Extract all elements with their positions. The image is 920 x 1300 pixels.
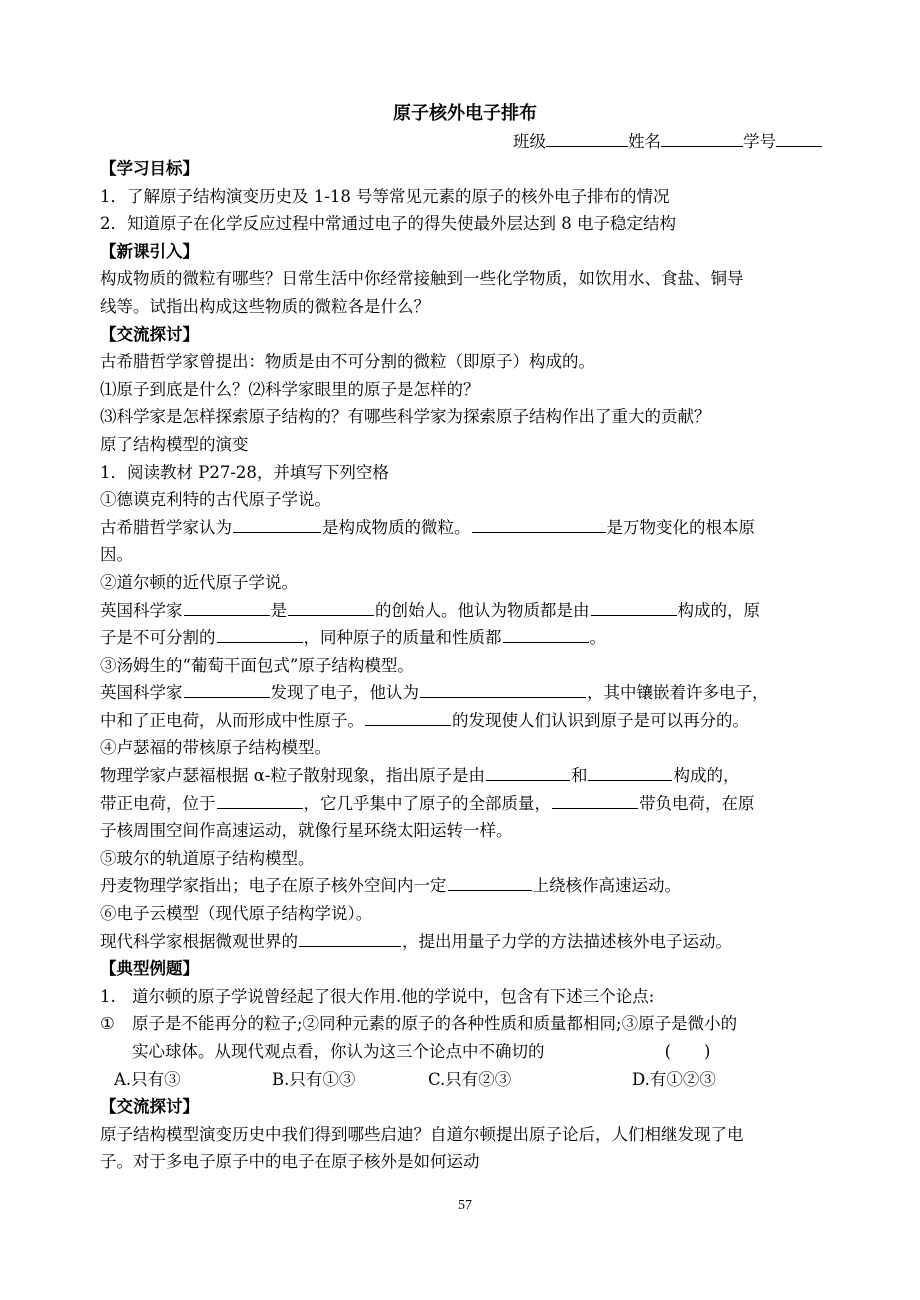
answer-parentheses[interactable]: ( ) xyxy=(664,1042,711,1061)
fill-line xyxy=(100,514,830,542)
paragraph-line: 线等。试指出构成这些物质的微粒各是什么？ xyxy=(100,296,430,316)
text-segment: ，同种原子的质量和性质都 xyxy=(303,628,502,648)
fill-blank[interactable] xyxy=(365,708,451,726)
goal-item: 2．知道原子在化学反应过程中常通过电子的得失使最外层达到 8 电子稳定结构 xyxy=(100,214,676,234)
text-segment: 构成的，原 xyxy=(677,600,760,620)
paragraph-line: 古希腊哲学家曾提出：物质是由不可分割的微粒（即原子）构成的。 xyxy=(100,352,595,372)
question-line xyxy=(100,983,830,1011)
text-segment: 的创始人。他认为物质都是由 xyxy=(375,600,590,620)
fill-blank[interactable] xyxy=(472,515,606,533)
fill-line xyxy=(100,762,830,790)
class-blank xyxy=(546,130,628,147)
fill-blank[interactable] xyxy=(217,791,303,809)
question-line xyxy=(100,1010,830,1038)
fill-line xyxy=(100,624,830,652)
fill-line xyxy=(100,679,830,707)
fill-blank[interactable] xyxy=(184,680,270,698)
text-segment: 物理学家卢瑟福根据 α-粒子散射现象，指出原子是由 xyxy=(100,766,485,786)
options-line xyxy=(100,1066,830,1094)
name-blank xyxy=(661,130,743,147)
class-label: 班级 xyxy=(513,132,546,151)
text-segment: 和 xyxy=(570,766,588,786)
text-segment: 道尔顿的原子学说曾经起了很大作用.他的学说中，包含有下述三个论点: xyxy=(132,986,655,1006)
model-heading: ②道尔顿的近代原子学说。 xyxy=(100,572,298,592)
fill-blank[interactable] xyxy=(503,625,589,643)
text-segment: 丹麦物理学家指出；电子在原子核外空间内一定 xyxy=(100,876,447,896)
option-a[interactable]: A.只有③ xyxy=(114,1069,181,1089)
section-heading-goals: 【学习目标】 xyxy=(100,159,199,178)
model-heading: ①德谟克利特的古代原子学说。 xyxy=(100,490,331,510)
fill-blank[interactable] xyxy=(420,680,586,698)
fill-blank[interactable] xyxy=(591,598,677,616)
fill-line xyxy=(100,597,830,625)
text-segment: 原子是不能再分的粒子;②同种元素的原子的各种性质和质量都相同;③原子是微小的 xyxy=(132,1014,738,1034)
section-heading-discussion: 【交流探讨】 xyxy=(100,324,199,344)
id-label: 学号 xyxy=(743,132,776,151)
text-segment: 带正电荷，位于 xyxy=(100,793,216,813)
model-heading: ③汤姆生的“葡萄干面包式”原子结构模型。 xyxy=(100,655,414,675)
section-heading-intro: 【新课引入】 xyxy=(100,241,199,261)
question-number: 1. xyxy=(100,986,116,1006)
goal-item: 1．了解原子结构演变历史及 1-18 号等常见元素的原子的核外电子排布的情况 xyxy=(100,186,670,206)
option-b[interactable]: B.只有①③ xyxy=(272,1069,356,1089)
page-title: 原子核外电子排布 xyxy=(393,103,537,124)
id-blank xyxy=(776,130,822,147)
page-number: 57 xyxy=(458,1198,472,1213)
text-segment: 实心球体。从现代观点看，你认为这三个论点中不确切的 xyxy=(132,1042,545,1061)
paragraph-line: 1．阅读教材 P27-28，并填写下列空格 xyxy=(100,462,389,482)
section-heading-example: 【典型例题】 xyxy=(100,959,199,979)
option-d[interactable]: D.有①②③ xyxy=(632,1069,716,1089)
fill-line xyxy=(100,928,830,956)
text-segment: ，提出用量子力学的方法描述核外电子运动。 xyxy=(402,931,732,951)
text-segment: 是构成物质的微粒。 xyxy=(322,517,471,537)
fill-blank[interactable] xyxy=(552,791,638,809)
fill-blank[interactable] xyxy=(299,929,401,947)
fill-line xyxy=(100,707,830,735)
fill-blank[interactable] xyxy=(288,598,374,616)
model-heading: ⑤玻尔的轨道原子结构模型。 xyxy=(100,848,315,868)
text-segment: 构成的， xyxy=(673,766,740,786)
text-segment: 是万物变化的根本原 xyxy=(606,517,755,537)
text-segment: 的发现使人们认识到原子是可以再分的。 xyxy=(452,710,749,730)
fill-blank[interactable] xyxy=(486,763,570,781)
paragraph-line: 构成物质的微粒有哪些？日常生活中你经常接触到一些化学物质，如饮用水、食盐、铜导 xyxy=(100,269,744,289)
text-segment: 带负电荷，在原 xyxy=(639,793,755,813)
text-segment: 是 xyxy=(270,600,287,620)
fill-blank[interactable] xyxy=(217,625,303,643)
fill-blank[interactable] xyxy=(588,763,672,781)
name-label: 姓名 xyxy=(628,132,661,151)
paragraph-line: 原子结构模型演变历史中我们得到哪些启迪？自道尔顿提出原子论后，人们相继发现了电 xyxy=(100,1124,744,1144)
paragraph-line: 因。 xyxy=(100,545,133,565)
text-segment: ，它几乎集中了原子的全部质量， xyxy=(303,793,551,813)
text-segment: 英国科学家 xyxy=(100,600,183,620)
text-segment: ，其中镶嵌着许多电子， xyxy=(587,683,769,703)
question-line xyxy=(100,1038,830,1066)
model-heading: ⑥电子云模型（现代原子结构学说）。 xyxy=(100,904,373,924)
fill-blank[interactable] xyxy=(233,515,321,533)
text-segment: 英国科学家 xyxy=(100,683,183,703)
text-segment: 上绕核作高速运动。 xyxy=(532,876,681,896)
student-info-line xyxy=(513,128,822,156)
section-heading-discussion-2: 【交流探讨】 xyxy=(100,1097,199,1117)
question-number: ① xyxy=(100,1014,115,1034)
paragraph-line: 子。对于多电子原子中的电子在原子核外是如何运动 xyxy=(100,1152,480,1172)
model-heading: ④卢瑟福的带核原子结构模型。 xyxy=(100,738,331,758)
text-segment: 现代科学家根据微观世界的 xyxy=(100,931,298,951)
text-segment: 子是不可分割的 xyxy=(100,628,216,648)
question-line: ⑴原子到底是什么？⑵科学家眼里的原子是怎样的？ xyxy=(100,379,480,399)
worksheet-body xyxy=(100,155,830,1176)
fill-blank[interactable] xyxy=(184,598,270,616)
text-segment: 。 xyxy=(589,628,606,648)
option-c[interactable]: C.只有②③ xyxy=(428,1069,512,1089)
fill-line xyxy=(100,872,830,900)
text-segment: 发现了电子，他认为 xyxy=(270,683,419,703)
fill-blank[interactable] xyxy=(448,873,532,891)
paragraph-line: 原了结构模型的演变 xyxy=(100,434,249,454)
text-segment: 中和了正电荷，从而形成中性原子。 xyxy=(100,710,364,730)
paragraph-line: 子核周围空间作高速运动，就像行星环绕太阳运转一样。 xyxy=(100,821,513,841)
fill-line xyxy=(100,790,830,818)
text-segment: 古希腊哲学家认为 xyxy=(100,517,232,537)
question-line: ⑶科学家是怎样探索原子结构的？有哪些科学家为探索原子结构作出了重大的贡献？ xyxy=(100,407,711,427)
